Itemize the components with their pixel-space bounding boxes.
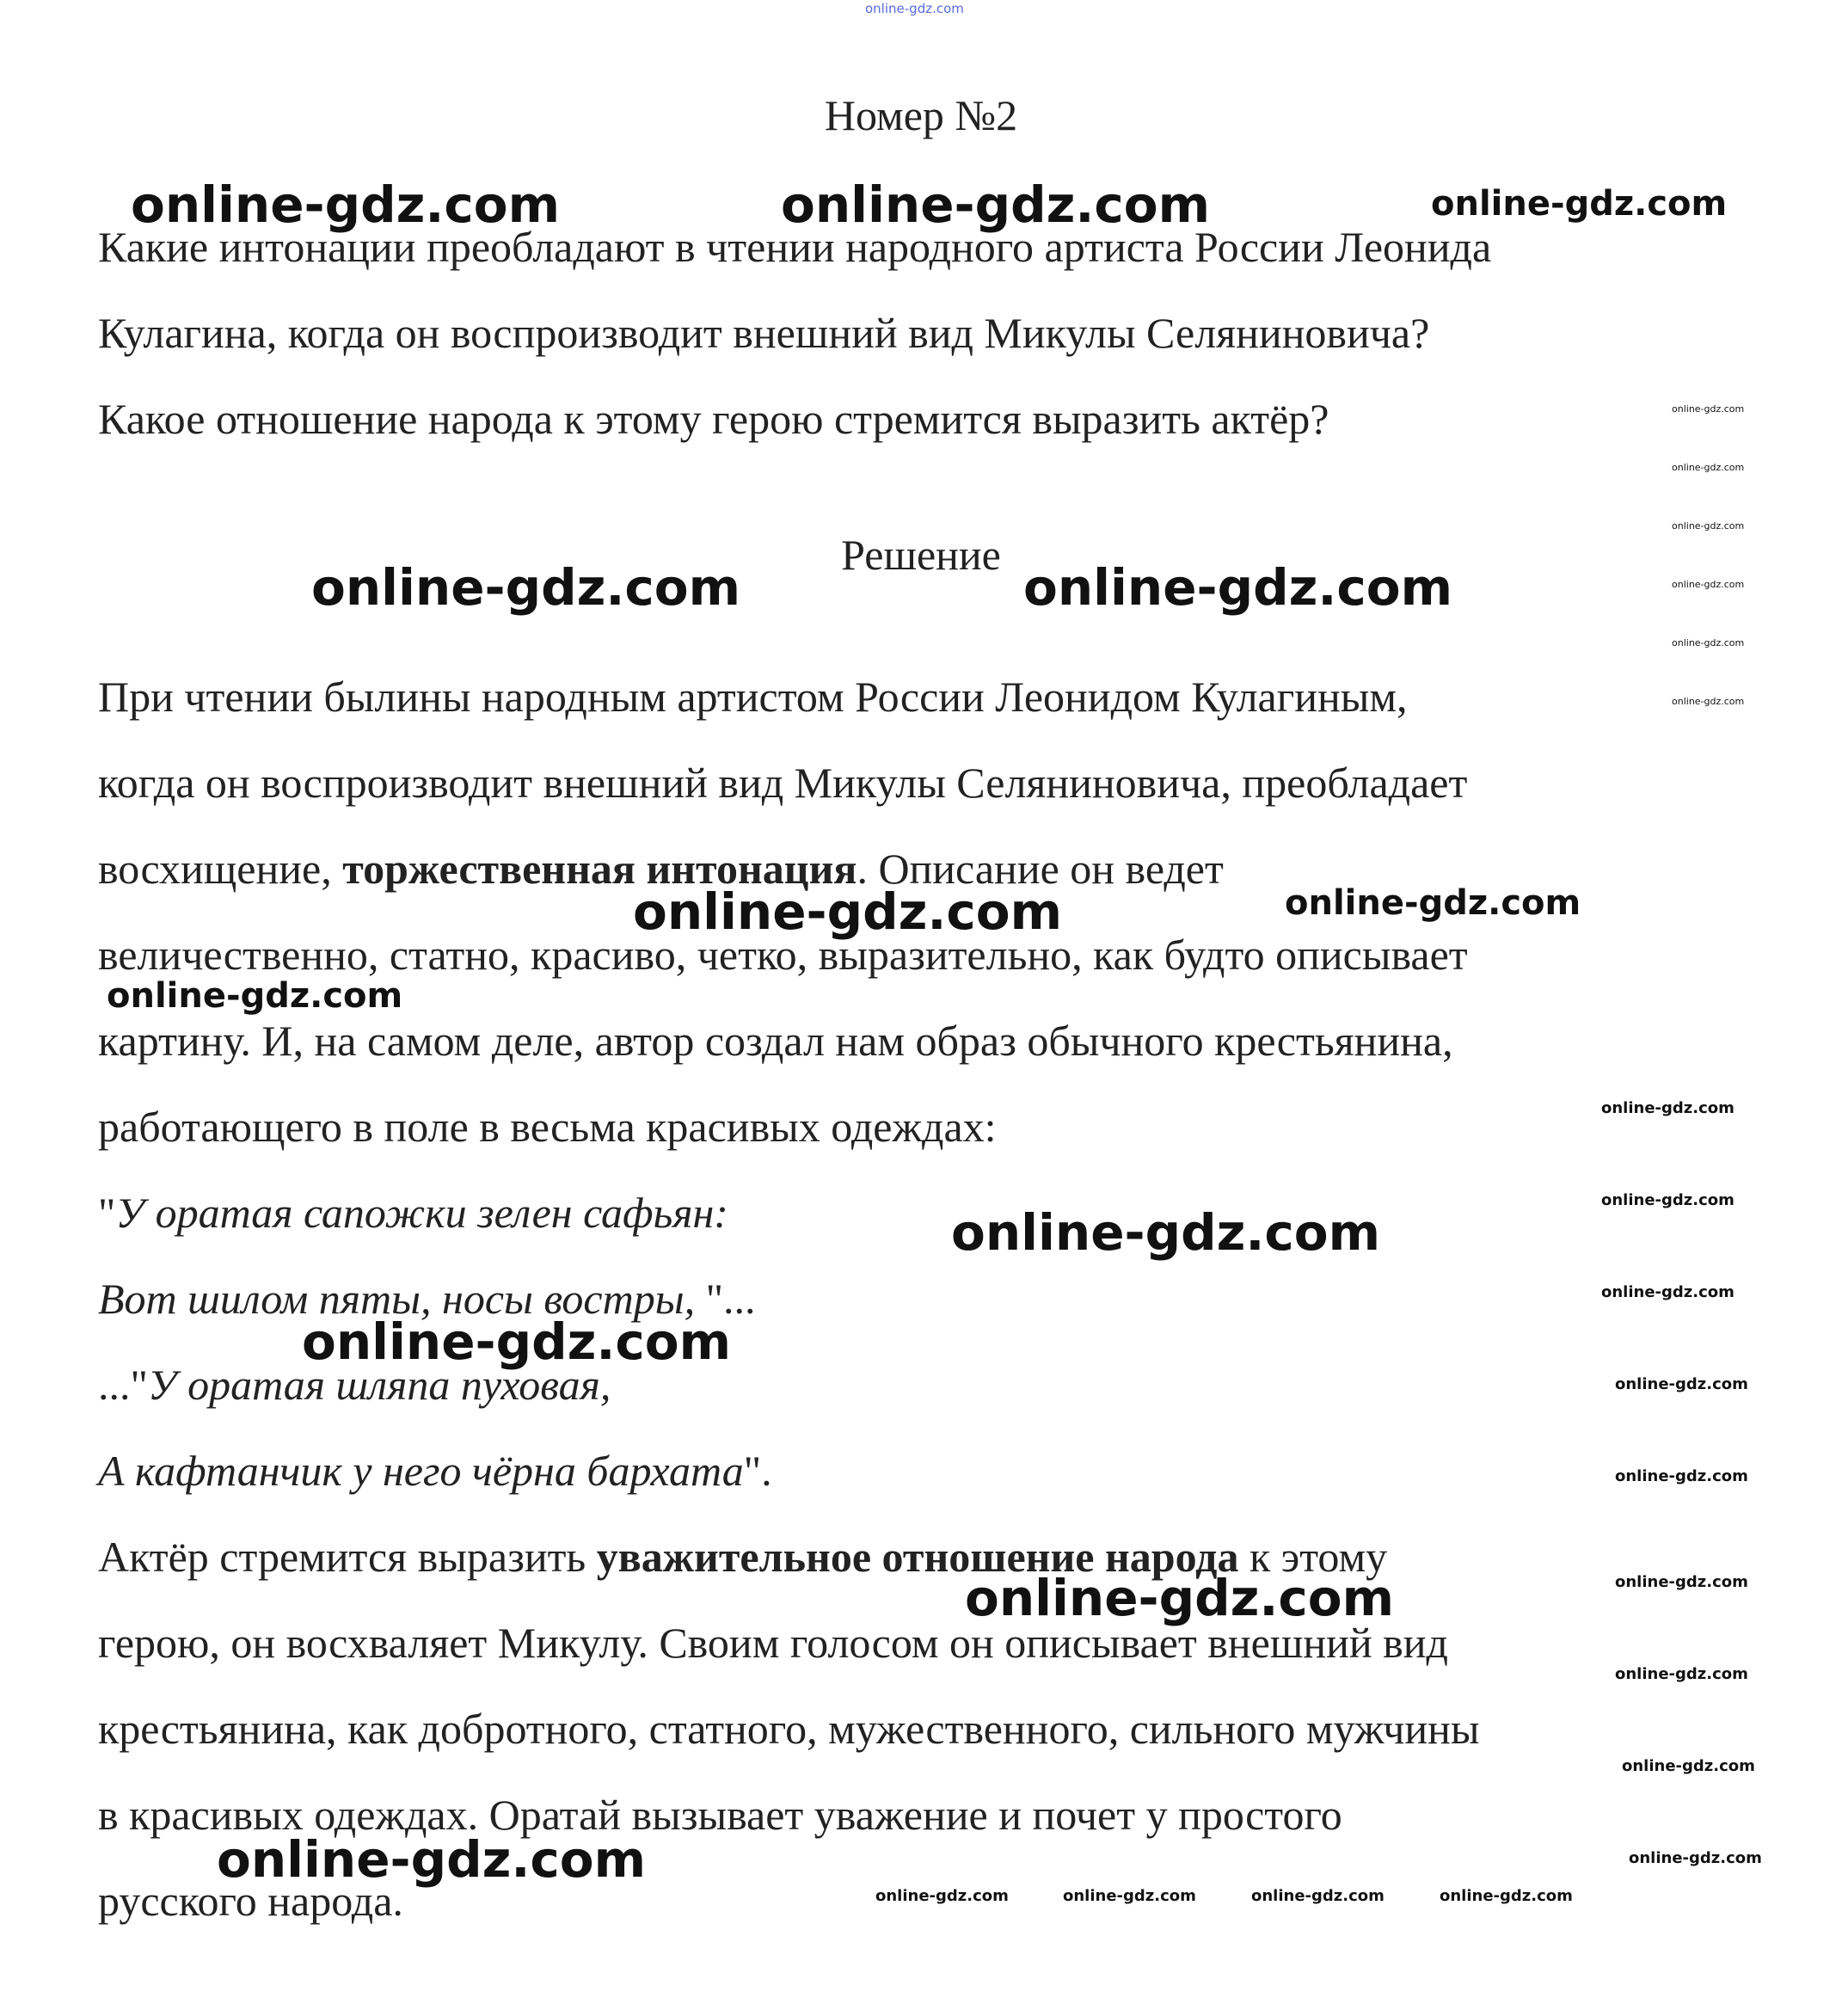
text-segment: к этому (1238, 1533, 1388, 1581)
question-line: Какое отношение народа к этому герою стремится выразить актёр? (98, 395, 1329, 443)
quote-line (98, 1187, 728, 1238)
watermark: online-gdz.com (875, 1887, 1009, 1905)
bold-phrase: торжественная интонация (342, 845, 857, 893)
watermark: online-gdz.com (1023, 558, 1453, 617)
watermark: online-gdz.com (1601, 1191, 1735, 1209)
solution-line: герою, он восхваляет Микулу. Своим голосом он описывает внешний вид (98, 1619, 1448, 1667)
quote-mark: ..." (98, 1361, 148, 1409)
solution-line: картину. И, на самом деле, автор создал нам образ обычного крестьянина, (98, 1017, 1453, 1065)
solution-line: когда он воспроизводит внешний вид Микулы Селяниновича, преобладает (98, 759, 1468, 807)
watermark: online-gdz.com (107, 976, 403, 1016)
watermark: online-gdz.com (302, 1312, 732, 1371)
solution-line: При чтении былины народным артистом России Леонидом Кулагиным, (98, 673, 1408, 721)
question-line: Какие интонации преобладают в чтении народного артиста России Леонида (98, 223, 1492, 271)
solution-line: русского народа. (98, 1877, 403, 1925)
quote-text: А кафтанчик у него чёрна бархата (98, 1447, 744, 1495)
watermark: online-gdz.com (965, 1569, 1395, 1627)
solution-line: крестьянина, как добротного, статного, мужественного, сильного мужчины (98, 1705, 1480, 1753)
watermark: online-gdz.com (1672, 462, 1745, 473)
watermark: online-gdz.com (1672, 637, 1745, 648)
watermark: online-gdz.com (951, 1203, 1381, 1262)
watermark: online-gdz.com (1615, 1573, 1748, 1591)
solution-heading: Решение (841, 531, 1001, 579)
watermark: online-gdz.com (1672, 696, 1745, 707)
watermark: online-gdz.com (1672, 403, 1745, 415)
watermark: online-gdz.com (1601, 1283, 1735, 1301)
quote-text: У оратая сапожки зелен сафьян: (115, 1189, 728, 1237)
solution-line: величественно, статно, красиво, четко, выразительно, как будто описывает (98, 931, 1468, 979)
text-segment: восхищение, (98, 845, 343, 893)
watermark: online-gdz.com (1629, 1849, 1762, 1867)
watermark: online-gdz.com (1063, 1887, 1196, 1905)
watermark: online-gdz.com (1672, 520, 1745, 532)
solution-line: работающего в поле в весьма красивых одеждах: (98, 1103, 997, 1151)
watermark: online-gdz.com (1431, 184, 1728, 224)
quote-mark: " (98, 1189, 116, 1237)
watermark: online-gdz.com (1672, 579, 1745, 590)
watermark: online-gdz.com (1615, 1665, 1748, 1683)
quote-text: Вот шилом пяты, носы востры, (98, 1275, 706, 1323)
watermark: online-gdz.com (633, 882, 1063, 941)
watermark: online-gdz.com (311, 558, 741, 617)
watermark: online-gdz.com (781, 175, 1211, 234)
watermark: online-gdz.com (1251, 1887, 1385, 1905)
text-segment: . Описание он ведет (857, 845, 1224, 893)
watermark: online-gdz.com (1601, 1099, 1735, 1117)
quote-text: У оратая шляпа пуховая, (147, 1361, 611, 1409)
watermark: online-gdz.com (1622, 1757, 1755, 1775)
watermark: online-gdz.com (1615, 1375, 1748, 1393)
text-segment: Актёр стремится выразить (98, 1533, 597, 1581)
quote-mark: "... (705, 1275, 756, 1323)
page-title: Номер №2 (824, 91, 1018, 139)
watermark-top: online-gdz.com (865, 1, 964, 16)
question-line: Кулагина, когда он воспроизводит внешний вид Микулы Селяниновича? (98, 309, 1430, 357)
bold-phrase: уважительное отношение народа (596, 1533, 1239, 1581)
quote-mark: ". (743, 1447, 772, 1495)
watermark: online-gdz.com (1440, 1887, 1573, 1905)
watermark: online-gdz.com (1615, 1467, 1748, 1485)
watermark: online-gdz.com (217, 1830, 647, 1889)
watermark: online-gdz.com (1285, 883, 1581, 923)
watermark: online-gdz.com (131, 175, 561, 234)
quote-line (98, 1445, 772, 1497)
solution-line: в красивых одеждах. Оратай вызывает уважение и почет у простого (98, 1791, 1342, 1839)
